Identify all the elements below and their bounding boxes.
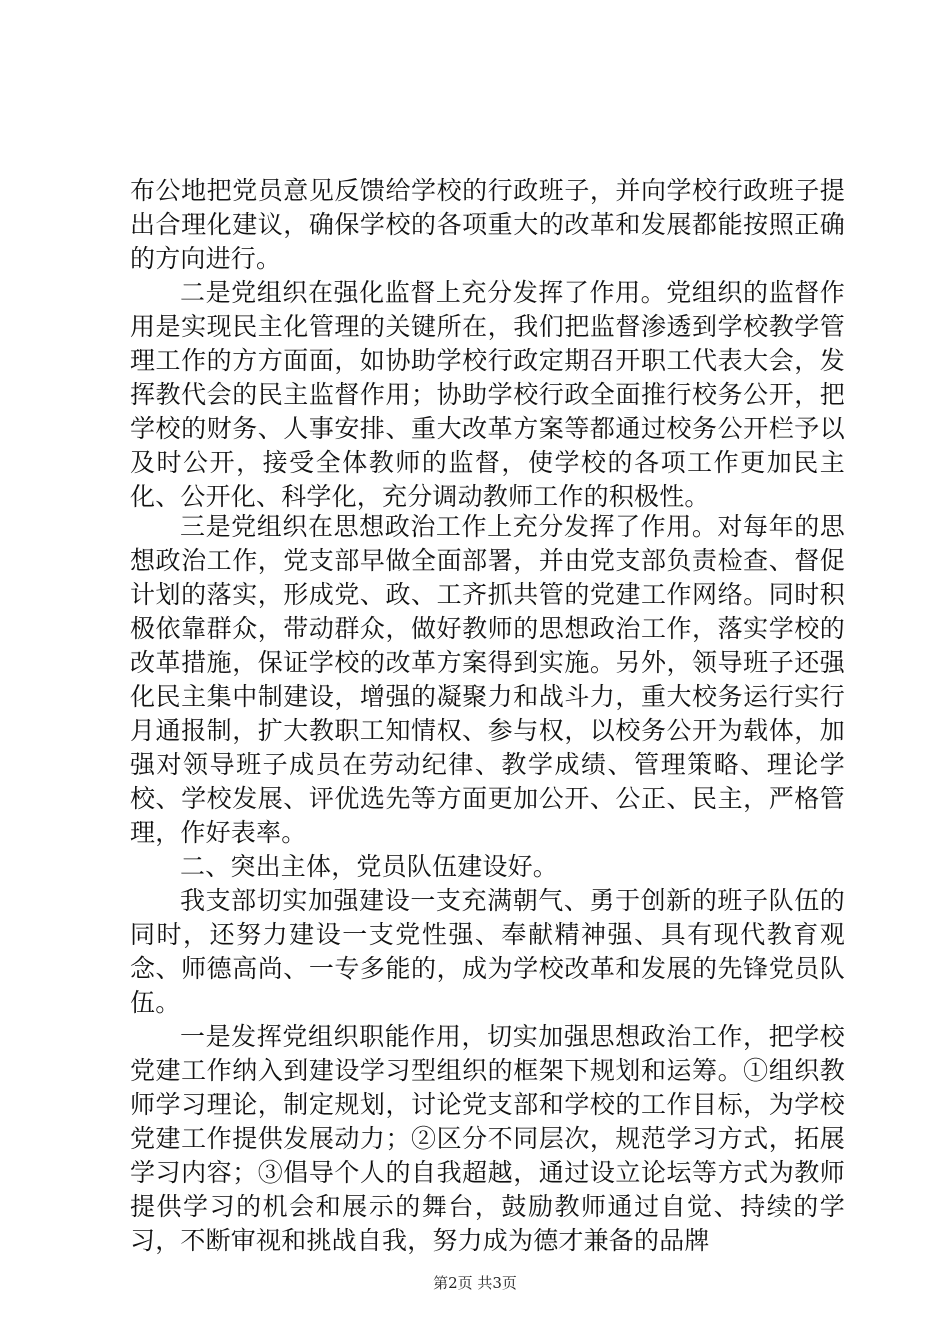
paragraph-political-work: 三是党组织在思想政治工作上充分发挥了作用。对每年的思想政治工作，党支部早做全面部署，并由党支部负责检查、督促计划的落实，形成党、政、工齐抓共管的党建工作网络。同时积极依靠群众，带动群众，做好教师的思想政治工作，落实学校的改革措施，保证学校的改革方案得到实施。另外，领导班子还强化民主集中制建设，增强的凝聚力和战斗力，重大校务运行实行月通报制，扩大教职工知情权、参与权，以校务公开为载体，加强对领导班子成员在劳动纪律、教学成绩、管理策略、理论学校、学校发展、评优选先等方面更加公开、公正、民主，严格管理，作好表率。 bbox=[130, 512, 845, 847]
paragraph-learning-organization: 一是发挥党组织职能作用，切实加强思想政治工作，把学校党建工作纳入到建设学习型组织的框架下规划和运筹。①组织教师学习理论，制定规划，讨论党支部和学校的工作目标，为学校党建工作提供发展动力；②区分不同层次，规范学习方式，拓展学习内容；③倡导个人的自我超越，通过设立论坛等方式为教师提供学习的机会和展示的舞台，鼓励教师通过自觉、持续的学习，不断审视和挑战自我，努力成为德才兼备的品牌 bbox=[130, 1022, 845, 1255]
text-block-top bbox=[130, 174, 845, 514]
text-block-bottom bbox=[130, 510, 845, 1258]
paragraph-team-building: 我支部切实加强建设一支充满朝气、勇于创新的班子队伍的同时，还努力建设一支党性强、奉献精神强、具有现代教育观念、师德高尚、一专多能的，成为学校改革和发展的先锋党员队伍。 bbox=[130, 886, 845, 1017]
section-heading: 二、突出主体，党员队伍建设好。 bbox=[180, 852, 559, 881]
paragraph-continuation: 布公地把党员意见反馈给学校的行政班子，并向学校行政班子提出合理化建议，确保学校的各项重大的改革和发展都能按照正确的方向进行。 bbox=[130, 176, 845, 273]
page-number-footer: 第2页 共3页 bbox=[433, 1274, 517, 1292]
paragraph-supervision: 二是党组织在强化监督上充分发挥了作用。党组织的监督作用是实现民主化管理的关键所在，我们把监督渗透到学校教学管理工作的方方面面，如协助学校行政定期召开职工代表大会，发挥教代会的民主监督作用；协助学校行政全面推行校务公开，把学校的财务、人事安排、重大改革方案等都通过校务公开栏予以及时公开，接受全体教师的监督，使学校的各项工作更加民主化、公开化、科学化，充分调动教师工作的积极性。 bbox=[130, 278, 845, 511]
